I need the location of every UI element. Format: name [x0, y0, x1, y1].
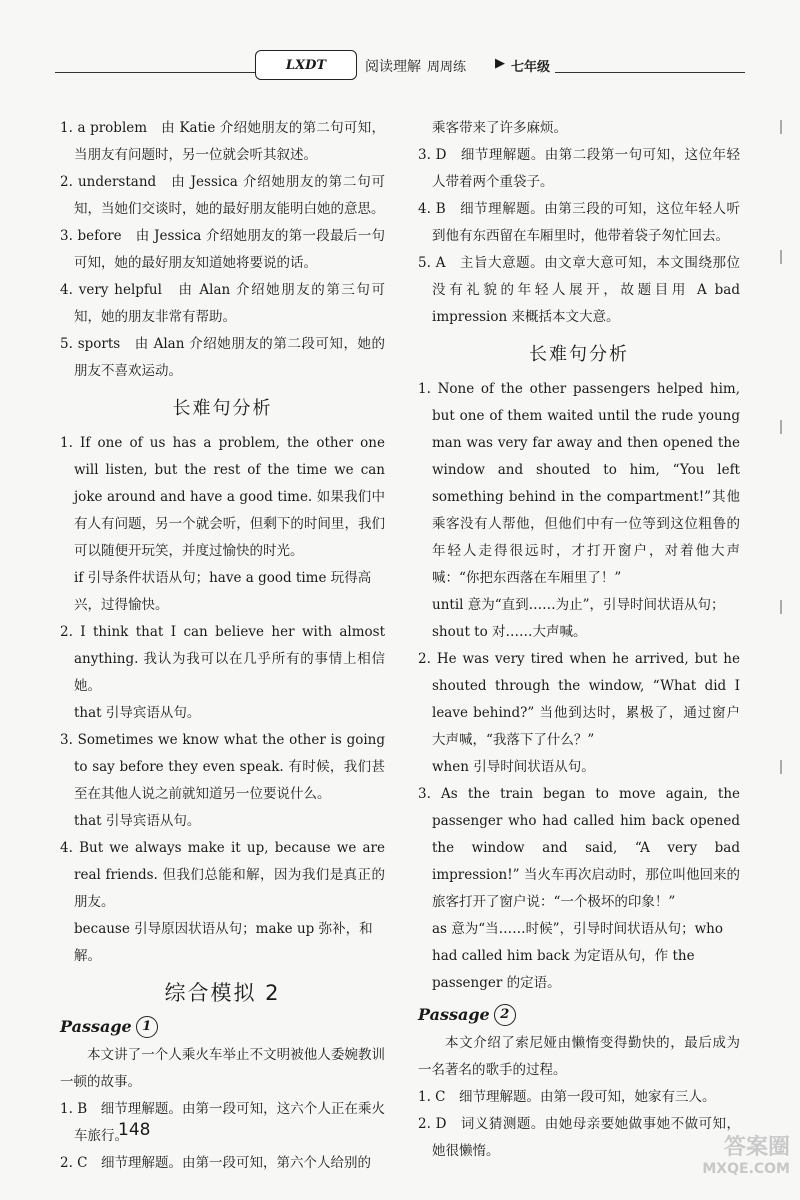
answer-item: 1. C 细节理解题。由第一段可知，她家有三人。 [418, 1089, 716, 1105]
passage-label [418, 1001, 740, 1028]
answer-item: 4. very helpful 由 Alan 介绍她朋友的第三句可知，她的朋友非常有帮助。 [60, 282, 385, 325]
analysis-note: because 引导原因状语从句；make up 弥补，和解。 [74, 921, 373, 964]
passage-label-text: Passage [60, 1017, 132, 1036]
passage-label [60, 1013, 385, 1040]
analysis-sentence: 1. If one of us has a problem, the other one will listen, but the rest of the time we can joke around and have a good time. 如果我们中有人有问题，另一个就会听，但剩下的时间里，我们可以随便开玩笑，并度过愉快的时光。 [60, 435, 385, 559]
answer-item: 2. understand 由 Jessica 介绍她朋友的第二句可知，当她们交谈时，她的最好朋友能明白她的意思。 [60, 174, 385, 217]
page-header [55, 48, 745, 84]
left-column [60, 115, 385, 1177]
site-watermark [660, 1130, 790, 1190]
grade-marker-icon: ▶ [495, 56, 505, 71]
scan-edge-mark [780, 250, 782, 264]
answer-item: 2. D 词义猜测题。由她母亲要她做事她不做可知，她很懒惰。 [418, 1116, 740, 1159]
continued-text: 乘客带来了许多麻烦。 [432, 120, 567, 136]
answer-item: 5. sports 由 Alan 介绍她朋友的第二段可知，她的朋友不喜欢运动。 [60, 336, 385, 379]
answer-item: 3. before 由 Jessica 介绍她朋友的第一段最后一句可知，她的最好朋友知道她将要说的话。 [60, 228, 385, 271]
passage-intro: 本文介绍了索尼娅由懒惰变得勤快的，最后成为一名著名的歌手的过程。 [418, 1035, 740, 1078]
analysis-note: if 引导条件状语从句；have a good time 玩得高兴，过得愉快。 [74, 570, 372, 613]
watermark-domain: MXQE.COM [702, 1161, 790, 1177]
passage-label-text: Passage [418, 1005, 490, 1024]
analysis-sentence: 1. None of the other passengers helped him, but one of them waited until the rude young man was very far away and then opened the window and shouted to him, “You left something behind in the compartment!”其他乘客没有人帮他，但他们中有一位等到这位粗鲁的年轻人走得很远时，才打开窗户，对着他大声喊：“你把东西落在车厢里了！” [418, 381, 740, 586]
analysis-sentence: 4. But we always make it up, because we are real friends. 但我们总能和解，因为我们是真正的朋友。 [60, 840, 385, 910]
passage-intro: 本文讲了一个人乘火车举止不文明被他人委婉教训一顿的故事。 [60, 1047, 385, 1090]
scan-edge-mark [780, 120, 782, 134]
analysis-note: as 意为“当……时候”，引导时间状语从句；who had called him back 为定语从句，作 the passenger 的定语。 [432, 921, 723, 991]
analysis-note: until 意为“直到……为止”，引导时间状语从句； [432, 597, 725, 613]
chapter-heading: 综合模拟 2 [164, 981, 281, 1005]
analysis-note: that 引导宾语从句。 [74, 705, 201, 721]
header-rule-right [555, 72, 745, 73]
publisher-logo: LXDT [255, 50, 357, 80]
scan-edge-mark [780, 600, 782, 614]
analysis-note: that 引导宾语从句。 [74, 813, 201, 829]
section-heading: 长难句分析 [529, 344, 629, 365]
analysis-sentence: 2. He was very tired when he arrived, but he shouted through the window, “What did I leave behind?” 当他到达时，累极了，通过窗户大声喊，“我落下了什么？” [418, 651, 740, 748]
watermark-title: 答案圈 [723, 1135, 790, 1160]
answer-item: 5. A 主旨大意题。由文章大意可知，本文围绕那位没有礼貌的年轻人展开，故题目用 A bad impression 来概括本文大意。 [418, 255, 740, 325]
answer-item: 4. B 细节理解题。由第三段的可知，这位年轻人听到他有东西留在车厢里时，他带着袋子匆忙回去。 [418, 201, 740, 244]
answer-item: 1. B 细节理解题。由第一段可知，这六个人正在乘火车旅行。 [60, 1101, 385, 1144]
right-column [418, 115, 740, 1165]
series-tag: 周周练 [427, 60, 467, 75]
passage-number-badge: 2 [494, 1004, 516, 1026]
analysis-note: when 引导时间状语从句。 [432, 759, 595, 775]
header-rule-left [55, 72, 255, 73]
series-title: 阅读理解 [365, 59, 421, 75]
scan-edge-mark [780, 420, 782, 434]
answer-item: 1. a problem 由 Katie 介绍她朋友的第二句可知，当朋友有问题时，另一位就会听其叙述。 [60, 120, 385, 163]
section-heading: 长难句分析 [172, 398, 273, 419]
grade-label: 七年级 [511, 60, 551, 75]
scan-edge-mark [780, 760, 782, 774]
analysis-note: shout to 对……大声喊。 [432, 624, 587, 640]
analysis-sentence: 2. I think that I can believe her with almost anything. 我认为我可以在几乎所有的事情上相信她。 [60, 624, 385, 694]
analysis-sentence: 3. Sometimes we know what the other is going to say before they even speak. 有时候，我们甚至在其他人说之前就知道另一位要说什么。 [60, 732, 385, 802]
page-number: 148 [118, 1120, 151, 1140]
answer-item: 2. C 细节理解题。由第一段可知，第六个人给别的 [60, 1155, 372, 1171]
answer-item: 3. D 细节理解题。由第二段第一句可知，这位年轻人带着两个重袋子。 [418, 147, 740, 190]
analysis-sentence: 3. As the train began to move again, the passenger who had called him back opened the window and said, “A very bad impression!” 当火车再次启动时，那位叫他回来的旅客打开了窗户说：“一个极坏的印象！” [418, 786, 740, 910]
passage-number-badge: 1 [136, 1016, 158, 1038]
